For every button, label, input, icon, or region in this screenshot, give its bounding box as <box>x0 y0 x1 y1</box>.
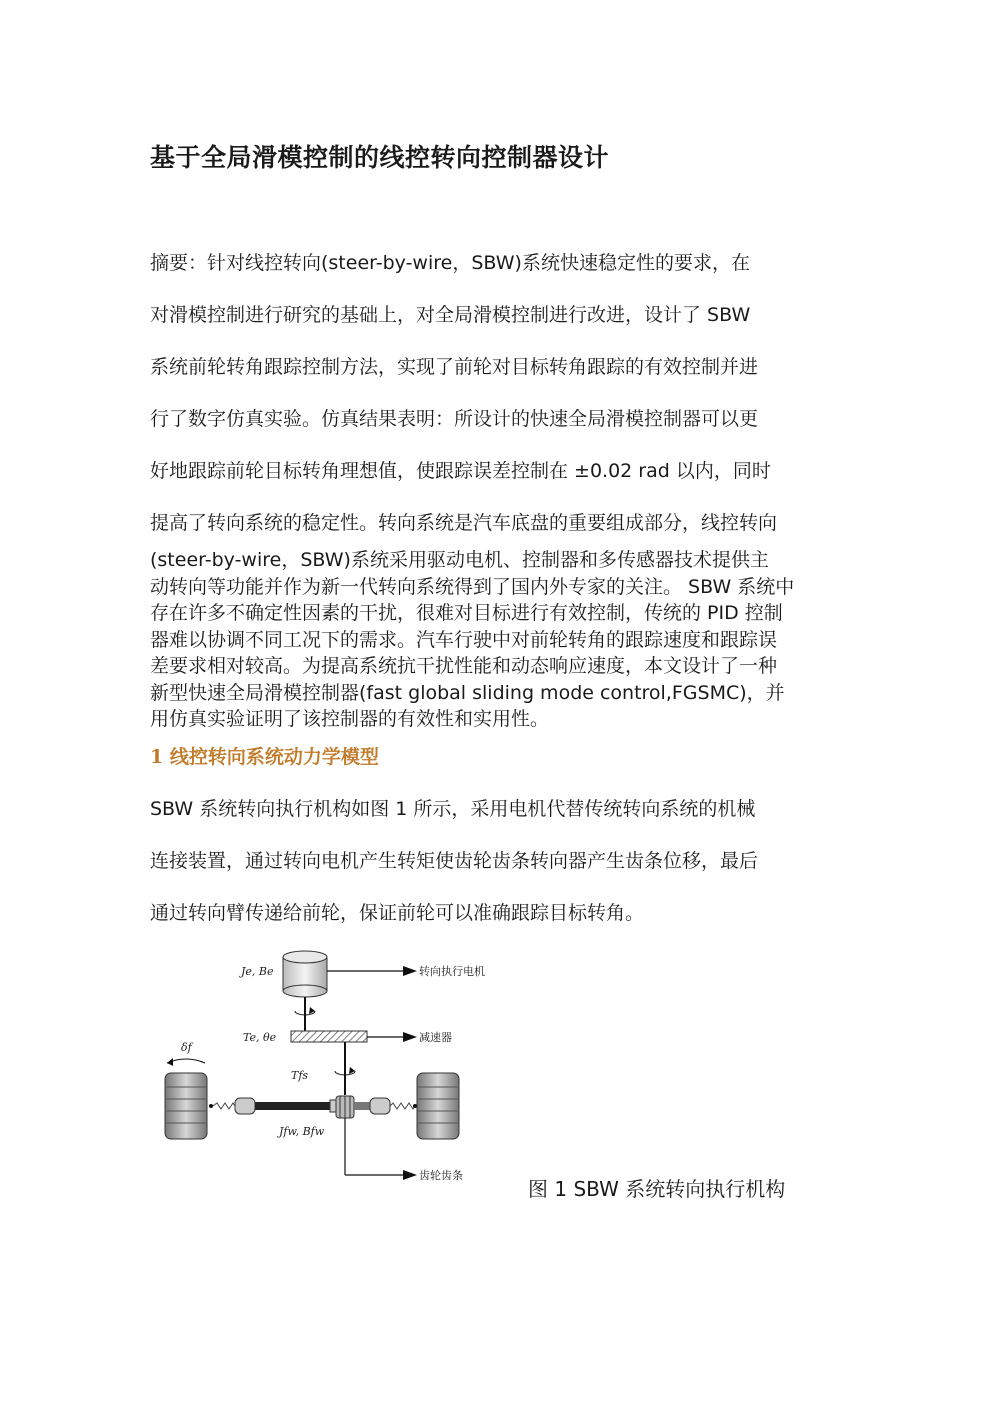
abstract <box>150 244 850 556</box>
section1-paragraph <box>150 790 850 946</box>
abstract-line: 好地跟踪前轮目标转角理想值，使跟踪误差控制在 ±0.02 rad 以内，同时 <box>150 460 771 482</box>
left-wheel-icon <box>165 1073 207 1139</box>
figure-sbw-actuator <box>155 945 535 1190</box>
section1-line: SBW 系统转向执行机构如图 1 所示，采用电机代替传统转向系统的机械 <box>150 798 756 820</box>
section1-line: 通过转向臂传递给前轮，保证前轮可以准确跟踪目标转角。 <box>150 902 645 924</box>
section1-line: 连接装置，通过转向电机产生转矩使齿轮齿条转向器产生齿条位移，最后 <box>150 850 759 872</box>
rack-icon <box>209 1096 417 1118</box>
abstract-line: 系统前轮转角跟踪控制方法，实现了前轮对目标转角跟踪的有效控制并进 <box>150 356 759 378</box>
reducer-icon <box>291 1031 367 1042</box>
friction-torque-label: Tfs <box>291 1069 309 1082</box>
intro-line: 用仿真实验证明了该控制器的有效性和实用性。 <box>150 708 550 730</box>
intro-line: 动转向等功能并作为新一代转向系统得到了国内外专家的关注。 SBW 系统中 <box>150 575 795 598</box>
right-wheel-icon <box>417 1073 459 1139</box>
intro-line: 器难以协调不同工况下的需求。汽车行驶中对前轮转角的跟踪速度和跟踪误 <box>150 628 778 651</box>
intro-line: (steer-by-wire，SBW)系统采用驱动电机、控制器和多传感器技术提供主 <box>150 549 769 571</box>
page-title: 基于全局滑模控制的线控转向控制器设计 <box>150 143 610 172</box>
wheel-params-label: Jfw, Bfw <box>279 1125 325 1138</box>
sbw-diagram <box>155 945 535 1190</box>
motor-label: 转向执行电机 <box>419 965 485 978</box>
motor-params-label: Je, Be <box>241 965 274 978</box>
section-heading: 1 线控转向系统动力学模型 <box>150 746 379 768</box>
abstract-line: 摘要：针对线控转向(steer-by-wire，SBW)系统快速稳定性的要求，在 <box>150 252 750 274</box>
abstract-line: 行了数字仿真实验。仿真结果表明：所设计的快速全局滑模控制器可以更 <box>150 408 759 430</box>
rack-label: 齿轮齿条 <box>419 1169 463 1182</box>
motor-torque-label: Te, θe <box>243 1031 277 1044</box>
abstract-line: 对滑模控制进行研究的基础上，对全局滑模控制进行改进，设计了 SBW <box>150 304 751 326</box>
figure-caption: 图 1 SBW 系统转向执行机构 <box>528 1177 786 1201</box>
intro-line: 存在许多不确定性因素的干扰，很难对目标进行有效控制，传统的 PID 控制 <box>150 602 783 624</box>
intro-line: 差要求相对较高。为提高系统抗干扰性能和动态响应速度，本文设计了一种 <box>150 655 778 677</box>
motor-icon <box>283 951 327 997</box>
intro-line: 新型快速全局滑模控制器(fast global sliding mode control,FGSMC)，并 <box>150 681 785 704</box>
reducer-label: 减速器 <box>419 1031 452 1044</box>
intro-paragraph <box>150 547 850 733</box>
abstract-line: 提高了转向系统的稳定性。转向系统是汽车底盘的重要组成部分，线控转向 <box>150 512 778 534</box>
front-angle-label: δf <box>181 1041 192 1054</box>
